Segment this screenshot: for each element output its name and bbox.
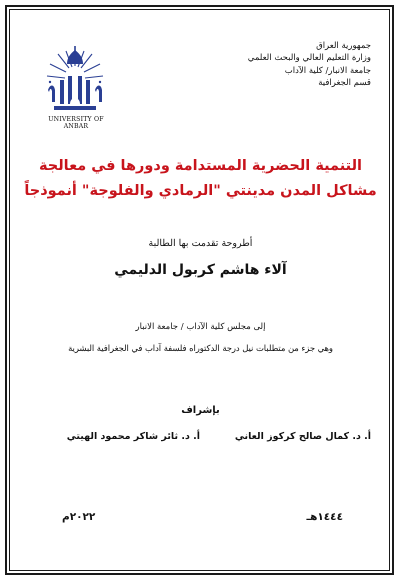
- supervisor-2-name: أ. د. ثائر شاكر محمود الهيتي: [66, 431, 200, 442]
- submitted-to-line: إلى مجلس كلية الآداب / جامعة الانبار: [135, 322, 266, 332]
- header-ministry: وزارة التعليم العالي والبحث العلمي: [247, 53, 371, 64]
- supervision-label: بإشراف: [181, 405, 220, 416]
- degree-requirement-line: وهي جزء من متطلبات نيل درجة الدكتوراه فلسفة آداب في الجغرافية البشرية: [68, 343, 333, 353]
- student-name: آلاء هاشم كربول الدليمي: [114, 262, 287, 278]
- header-department: قسم الجغرافية: [318, 78, 371, 89]
- gregorian-date: ٢٠٢٢م: [62, 511, 96, 523]
- institution-header: [211, 40, 371, 90]
- thesis-title-line-2: مشاكل المدن مدينتي "الرمادي والفلوجة" أنموذجاً: [24, 183, 377, 199]
- thesis-title-line-1: التنمية الحضرية المستدامة ودورها في معالجة: [38, 158, 363, 174]
- logo-caption: UNIVERSITY OF ANBAR: [48, 116, 104, 130]
- header-university-college: جامعة الانبار/ كلية الآداب: [284, 65, 371, 76]
- supervisor-1-name: أ. د. كمال صالح كركوز العاني: [234, 431, 371, 442]
- header-country: جمهورية العراق: [316, 41, 371, 51]
- hijri-date: ١٤٤٤هـ: [306, 511, 343, 523]
- presented-by-line: أطروحة تقدمت بها الطالبة: [148, 238, 253, 249]
